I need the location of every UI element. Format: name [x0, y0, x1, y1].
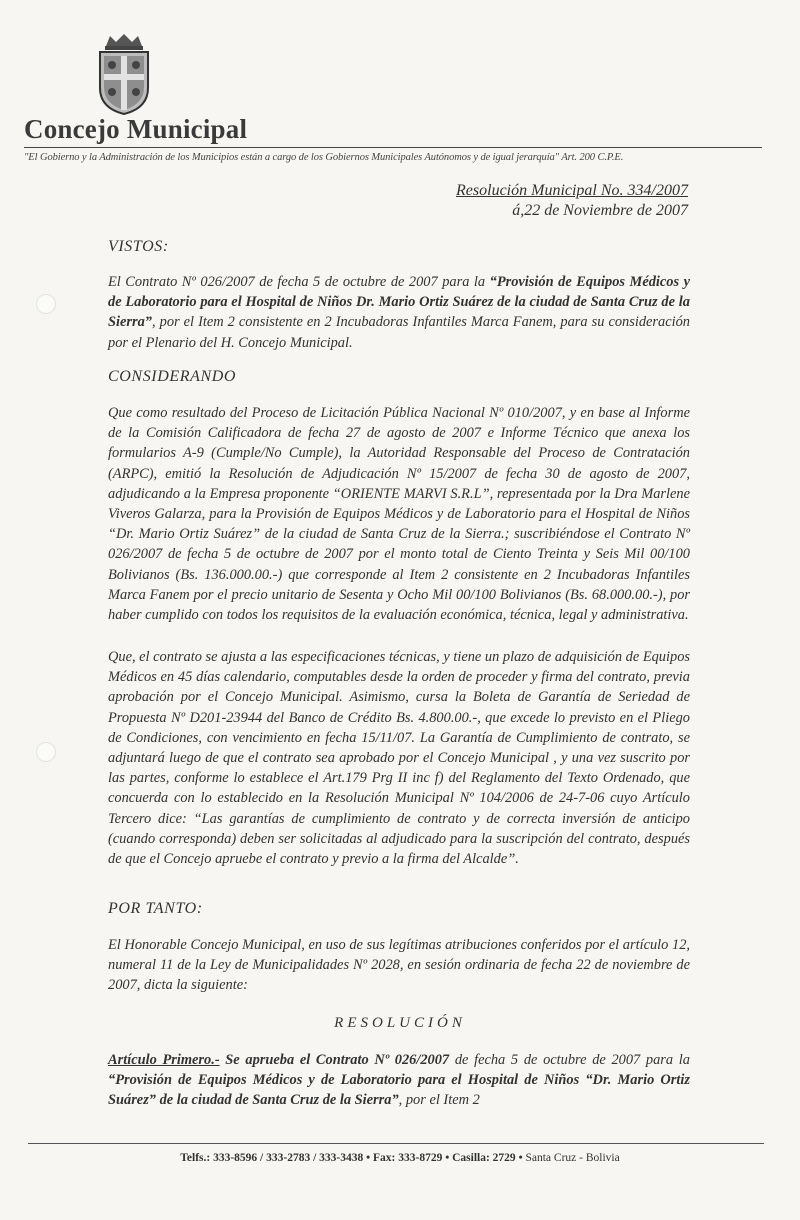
municipal-coat-of-arms-icon: [92, 34, 156, 116]
footer-phones: Telfs.: 333-8596 / 333-2783 / 333-3438: [180, 1152, 364, 1164]
footer-casilla: Casilla: 2729: [452, 1152, 516, 1164]
article-first-approval: Se aprueba el Contrato Nº 026/2007: [219, 1052, 450, 1068]
letterhead-motto: "El Gobierno y la Administración de los Municipios están a cargo de los Gobiernos Municipales Autónomos y de igual jerarquía" Art. 200 C.P.E.: [24, 152, 624, 163]
resolution-date: á,22 de Noviembre de 2007: [512, 202, 688, 219]
punch-hole: [36, 742, 56, 762]
article-first-text-d: , por el Item 2: [398, 1092, 480, 1109]
vistos-paragraph: [108, 272, 690, 353]
footer-contact: Telfs.: 333-8596 / 333-2783 / 333-3438 • Fax: 333-8729 • Casilla: 2729 • Santa Cruz - Bolivia: [180, 1152, 620, 1164]
vistos-text-a: El Contrato Nº 026/2007 de fecha 5 de octubre de 2007 para la: [108, 274, 490, 290]
considerando-paragraph-2: Que, el contrato se ajusta a las especificaciones técnicas, y tiene un plazo de adquisición de Equipos Médicos en 45 días calendario, computables desde la orden de proceder y firma del contrato, previa aprobación por el Concejo Municipal. Asimismo, cursa la Boleta de Garantía de Seriedad de Propuesta Nº D201-23944 del Banco de Crédito Bs. 4.800.00.-, que excede lo previsto en el Pliego de Condiciones, con vencimiento en fecha 15/11/07. La Garantía de Cumplimiento de contrato, se adjuntará luego de que el contrato sea aprobado por el Concejo Municipal , y una vez suscrito por las partes, conforme lo establece el Art.179 Prg II inc f) del Reglamento del Texto Ordenado, que concuerda con lo establecido en la Resolución Municipal Nº 104/2006 de 24-7-06 cuyo Artículo Tercero dice: “Las garantías de cumplimiento de contrato y de correcta inversión de anticipo (cuando corresponda) deben ser solicitadas al adjudicado para la suscripción del contrato, después de que el Concejo apruebe el contrato y previo a la firma del Alcalde”.: [108, 649, 690, 868]
resolucion-heading: RESOLUCIÓN: [334, 1015, 466, 1031]
article-first-text-b: de fecha 5 de octubre de 2007 para la: [449, 1052, 690, 1068]
footer-fax: Fax: 333-8729: [373, 1152, 443, 1164]
resolution-number: Resolución Municipal No. 334/2007: [456, 182, 688, 199]
article-first-paragraph: [108, 1050, 690, 1111]
organization-name: Concejo Municipal: [24, 114, 248, 144]
article-first-label: Artículo Primero.-: [108, 1052, 220, 1068]
header-divider: [24, 147, 762, 148]
vistos-text-c: , por el Item 2 consistente en 2 Incubadoras Infantiles Marca Fanem, para su consideración por el Plenario del H. Concejo Municipal.: [108, 314, 690, 351]
punch-hole: [36, 294, 56, 314]
considerando-heading: CONSIDERANDO: [108, 368, 237, 385]
considerando-paragraph-1: Que como resultado del Proceso de Licitación Pública Nacional Nº 010/2007, y en base al Informe de la Comisión Calificadora de fecha 27 de agosto de 2007 e Informe Técnico que anexa los formularios A-9 (Cumple/No Cumple), la Autoridad Responsable del Proceso de Contratación (ARPC), emitió la Resolución de Adjudicación Nº 15/2007 de fecha 30 de agosto de 2007, adjudicando a la Empresa proponente “ORIENTE MARVI S.R.L”, representada por la Dra Marlene Viveros Galarza, para la Provisión de Equipos Médicos y de Laboratorio para el Hospital de Niños “Dr. Mario Ortiz Suárez” de la ciudad de Santa Cruz de la Sierra.; suscribiéndose el Contrato Nº 026/2007 de fecha 5 de octubre de 2007 por el monto total de Ciento Treinta y Seis Mil 00/100 Bolivianos (Bs. 136.000.00.-) que corresponde al Item 2 consistente en 2 Incubadoras Infantiles Marca Fanem por el precio unitario de Sesenta y Ocho Mil 00/100 Bolivianos (Bs. 68.000.00.-), por haber cumplido con todos los requisitos de la evaluación económica, técnica, legal y administrativa.: [108, 405, 690, 624]
por-tanto-paragraph: El Honorable Concejo Municipal, en uso de sus legítimas atribuciones conferidos por el artículo 12, numeral 11 de la Ley de Municipalidades Nº 2028, en sesión ordinaria de fecha 22 de noviembre de 2007, dicta la siguiente:: [108, 937, 690, 994]
article-first-contract-title: “Provisión de Equipos Médicos y de Laboratorio para el Hospital de Niños “Dr. Mario Ortiz Suárez” de la ciudad de Santa Cruz de la Sierra”: [108, 1072, 690, 1109]
por-tanto-heading: POR TANTO:: [108, 900, 203, 917]
vistos-contract-title: “Provisión de Equipos Médicos y de Laboratorio para el Hospital de Niños Dr. Mario Ortiz Suárez de la ciudad de Santa Cruz de la Sierra”: [108, 274, 690, 331]
footer-divider: [28, 1143, 764, 1144]
footer-city: Santa Cruz - Bolivia: [525, 1152, 620, 1164]
vistos-heading: VISTOS:: [108, 238, 169, 255]
